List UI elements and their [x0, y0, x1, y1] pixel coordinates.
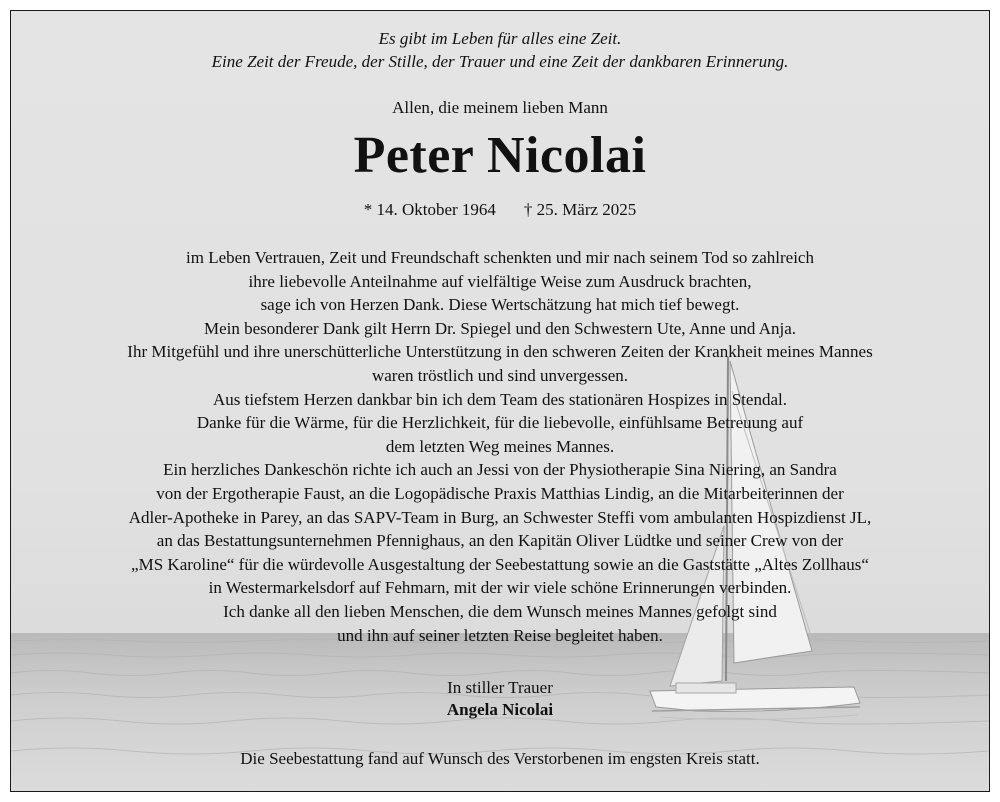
intro-text: Allen, die meinem lieben Mann: [392, 98, 608, 117]
motto-line: Eine Zeit der Freude, der Stille, der Trauer und eine Zeit der dankbaren Erinnerung.: [211, 52, 789, 71]
body-line: Aus tiefstem Herzen dankbar bin ich dem Team des stationären Hospizes in Stendal.: [213, 389, 787, 409]
body-line: im Leben Vertrauen, Zeit und Freundschaft schenkten und mir nach seinem Tod so zahlreich: [186, 248, 814, 267]
body-line: Danke für die Wärme, für die Herzlichkeit, für die liebevolle, einfühlsame Betreuung auf: [196, 413, 804, 433]
body-line: Mein besonderer Dank gilt Herrn Dr. Spiegel und den Schwestern Ute, Anne und Anja.: [203, 318, 797, 338]
body-line: waren tröstlich und sind unvergessen.: [371, 365, 629, 385]
birth-date: * 14. Oktober 1964: [363, 200, 496, 219]
body-line: in Westermarkelsdorf auf Fehmarn, mit der wir viele schöne Erinnerungen verbinden.: [208, 578, 792, 598]
body-line: Ihr Mitgefühl und ihre unerschütterliche Unterstützung in den schweren Zeiten der Krankheit meines Mannes: [127, 342, 873, 362]
deceased-name: Peter Nicolai: [353, 127, 647, 184]
body-line: von der Ergotherapie Faust, an die Logopädische Praxis Matthias Lindig, an die Mitarbeiterinnen der: [156, 483, 844, 503]
body-line: Adler-Apotheke in Parey, an das SAPV-Team in Burg, an Schwester Steffi vom ambulanten Hospizdienst JL,: [128, 507, 872, 527]
body-line: und ihn auf seiner letzten Reise begleitet haben.: [337, 625, 663, 645]
body-line: ihre liebevolle Anteilnahme auf vielfältige Weise zum Ausdruck brachten,: [248, 271, 752, 291]
burial-note: Die Seebestattung fand auf Wunsch des Verstorbenen im engsten Kreis statt.: [240, 749, 760, 768]
body-line: Ein herzliches Dankeschön richte ich auch an Jessi von der Physiotherapie Sina Niering, an Sandra: [163, 460, 837, 480]
motto: [11, 27, 989, 73]
body-line: an das Bestattungsunternehmen Pfennighaus, an den Kapitän Oliver Lüdtke und seiner Crew von der: [156, 531, 844, 551]
body-line: dem letzten Weg meines Mannes.: [385, 436, 615, 456]
signoff-text: In stiller Trauer: [447, 678, 553, 697]
body-line: „MS Karoline“ für die würdevolle Ausgestaltung der Seebestattung sowie an die Gaststätte „Altes Zollhaus“: [131, 554, 869, 574]
signer-name: Angela Nicolai: [446, 700, 554, 719]
death-date: † 25. März 2025: [523, 200, 637, 219]
signoff-block: [11, 677, 989, 721]
obituary-frame: [10, 10, 990, 792]
thank-you-text: [11, 246, 989, 647]
life-dates: [11, 199, 989, 221]
motto-line: Es gibt im Leben für alles eine Zeit.: [378, 29, 622, 48]
body-line: sage ich von Herzen Dank. Diese Wertschätzung hat mich tief bewegt.: [260, 295, 740, 315]
body-line: Ich danke all den lieben Menschen, die dem Wunsch meines Mannes gefolgt sind: [223, 601, 777, 621]
